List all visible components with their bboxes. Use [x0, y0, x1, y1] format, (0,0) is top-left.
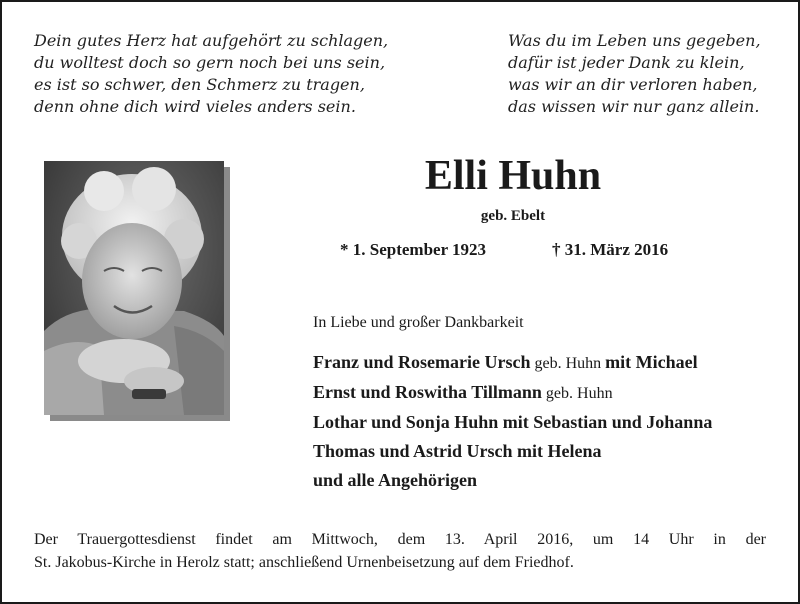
poem-left: [34, 30, 388, 118]
deceased-name: Elli Huhn: [424, 153, 602, 199]
service-notice-line: Der Trauergottesdienst findet am Mittwoch, dem 13. April 2016, um 14 Uhr in der: [34, 531, 766, 548]
family-list: [313, 348, 712, 495]
dedication-line: In Liebe und großer Dankbarkeit: [313, 314, 524, 331]
poem-right-line: das wissen wir nur ganz allein.: [508, 97, 760, 116]
family-entry: [313, 437, 712, 466]
death-date: † 31. März 2016: [552, 240, 669, 259]
poem-left-line: denn ohne dich wird vieles anders sein.: [34, 97, 356, 116]
service-notice-line: St. Jakobus-Kirche in Herolz statt; anschließend Urnenbeisetzung auf dem Friedhof.: [34, 554, 574, 571]
poem-right-line: Was du im Leben uns gegeben,: [508, 31, 761, 50]
poem-left-line: Dein gutes Herz hat aufgehört zu schlagen,: [34, 31, 389, 50]
poem-left-line: du wolltest doch so gern noch bei uns sein,: [34, 53, 386, 72]
family-entry: [313, 348, 712, 378]
poem-right-line: was wir an dir verloren haben,: [508, 75, 758, 94]
family-children: mit Michael: [605, 352, 698, 372]
poem-right-line: dafür ist jeder Dank zu klein,: [508, 53, 745, 72]
family-entry: [313, 466, 712, 495]
service-notice: [34, 528, 766, 574]
maiden-name-note: geb. Huhn: [541, 385, 613, 402]
family-entry: [313, 408, 712, 437]
family-names: Lothar und Sonja Huhn mit Sebastian und Johanna: [313, 412, 713, 432]
family-names: und alle Angehörigen: [313, 470, 478, 490]
family-entry: [313, 378, 712, 408]
poem-left-line: es ist so schwer, den Schmerz zu tragen,: [34, 75, 365, 94]
portrait-image: [44, 161, 224, 415]
family-names: Ernst und Roswitha Tillmann: [313, 382, 542, 402]
maiden-name-note: geb. Huhn: [530, 355, 606, 372]
family-names: Franz und Rosemarie Ursch: [313, 352, 531, 372]
family-names: Thomas und Astrid Ursch mit Helena: [313, 441, 602, 461]
poem-right: [508, 30, 761, 118]
birth-date: * 1. September 1923: [340, 240, 487, 259]
birth-name: geb. Ebelt: [480, 208, 546, 224]
portrait-photo: [44, 161, 224, 415]
